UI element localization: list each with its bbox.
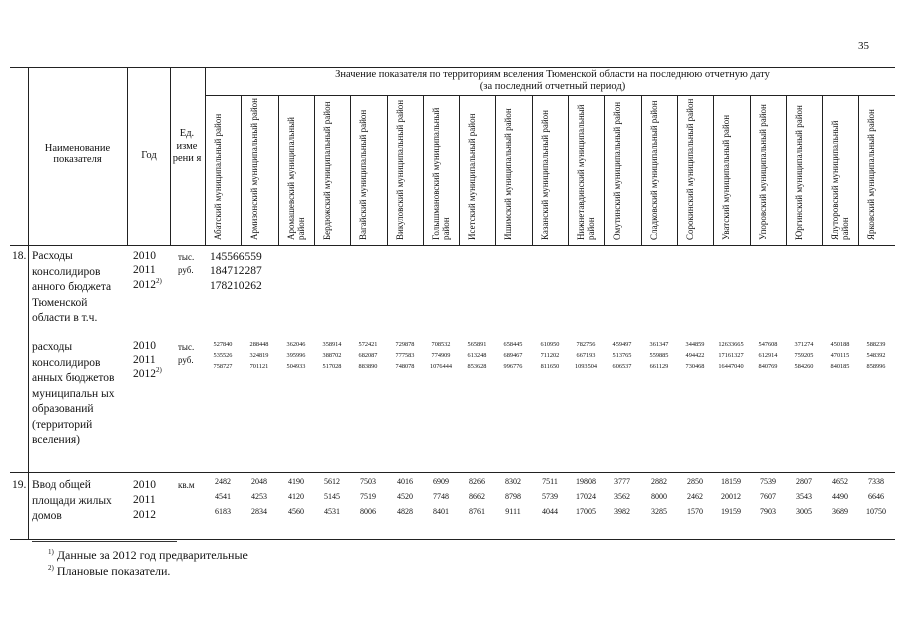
r18-cell: 535526: [213, 352, 233, 359]
row-18-total-2012: 178210262: [210, 280, 262, 292]
district-col-divider: [532, 95, 533, 245]
r19-cell: 4652: [832, 477, 848, 486]
row-18-label-part2: расходы консолидиров анных бюджетов муниципальн ых образований (территорий вселения): [32, 341, 115, 446]
row-18-year-2010: 2010: [133, 250, 156, 262]
district-col-divider: [278, 95, 279, 245]
r19-cell: 7748: [433, 492, 449, 501]
r18-cell: 708532: [431, 341, 451, 348]
r18-cell: 371274: [794, 341, 814, 348]
name-header: Наименование показателя: [44, 143, 111, 165]
r18-cell: 840769: [758, 363, 778, 370]
r18-cell: 572421: [358, 341, 378, 348]
row-19-year-2010: 2010: [133, 479, 156, 491]
r19-cell: 8798: [505, 492, 521, 501]
r18-cell: 840185: [830, 363, 850, 370]
row-18-label-part1: Расходы консолидиров анного бюджета Тюменской области в т.ч.: [32, 250, 112, 324]
r19-cell: 5145: [324, 492, 340, 501]
r19-cell: 4490: [832, 492, 848, 501]
header-bottom-border: [10, 245, 895, 246]
district-col-divider: [822, 95, 823, 245]
col-divider-name: [127, 67, 128, 245]
district-col-divider: [241, 95, 242, 245]
r18-cell: 774909: [431, 352, 451, 359]
r18-cell: 777583: [395, 352, 415, 359]
r18-cell: 504933: [286, 363, 306, 370]
r19-cell: 3005: [796, 507, 812, 516]
district-header: Викуловский муниципальный район: [395, 99, 405, 240]
r18-cell: 548392: [866, 352, 886, 359]
r18-cell: 729878: [395, 341, 415, 348]
r19-cell: 8401: [433, 507, 449, 516]
r19-cell: 6909: [433, 477, 449, 486]
r19-cell: 7519: [360, 492, 376, 501]
r18-cell: 527840: [213, 341, 233, 348]
r18-cell: 1093504: [574, 363, 598, 370]
district-header: Казанский муниципальный район: [540, 110, 550, 240]
district-header: Сладковский муниципальный район: [649, 100, 659, 240]
r19-cell: 3777: [614, 477, 630, 486]
district-col-divider: [568, 95, 569, 245]
r19-cell: 4190: [288, 477, 304, 486]
col-divider-num: [28, 67, 29, 540]
r19-cell: 6183: [215, 507, 231, 516]
r18-cell: 513765: [612, 352, 632, 359]
r19-cell: 2482: [215, 477, 231, 486]
r18-cell: 16447040: [718, 363, 744, 370]
r19-cell: 4531: [324, 507, 340, 516]
r19-cell: 1570: [687, 507, 703, 516]
r19-cell: 3285: [651, 507, 667, 516]
territories-subtitle: (за последний отчетный период): [479, 81, 626, 92]
r18-cell: 858996: [866, 363, 886, 370]
r18-cell: 584260: [794, 363, 814, 370]
r18-cell: 811650: [540, 363, 560, 370]
header-subrule: [205, 95, 895, 96]
r19-cell: 8006: [360, 507, 376, 516]
row-18-total-2011: 184712287: [210, 265, 262, 277]
r18-cell: 606537: [612, 363, 632, 370]
row-18-year-2012: 2012$^{2)}$: [133, 277, 162, 291]
r19-cell: 3562: [614, 492, 630, 501]
r18-cell: 559885: [649, 352, 669, 359]
r19-cell: 3543: [796, 492, 812, 501]
r18-cell: 613248: [467, 352, 487, 359]
row-18b-year-2011: 2011: [133, 354, 156, 366]
r19-cell: 4044: [542, 507, 558, 516]
r18-cell: 395996: [286, 352, 306, 359]
r18-cell: 883890: [358, 363, 378, 370]
r18-cell: 459497: [612, 341, 632, 348]
r19-cell: 7503: [360, 477, 376, 486]
r18-cell: 494422: [685, 352, 705, 359]
r18-cell: 658445: [503, 341, 523, 348]
r18-cell: 758727: [213, 363, 233, 370]
row-19-year-2012: 2012: [133, 509, 156, 521]
district-col-divider: [641, 95, 642, 245]
footnote-1: $^{1)}$ Данные за 2012 год предварительные: [48, 548, 248, 562]
district-header: Ярковский муниципальный район: [866, 109, 876, 240]
r18-cell: 853628: [467, 363, 487, 370]
r19-cell: 19808: [576, 477, 596, 486]
district-header: Ялуторовский муниципальный район: [830, 120, 850, 240]
r18-cell: 388702: [322, 352, 342, 359]
row-18-total-2010: 145566559: [210, 251, 262, 263]
r19-cell: 5612: [324, 477, 340, 486]
r19-cell: 17005: [576, 507, 596, 516]
r18-cell: 362046: [286, 341, 306, 348]
r18-cell: 661129: [649, 363, 669, 370]
r19-cell: 3982: [614, 507, 630, 516]
r19-cell: 5739: [542, 492, 558, 501]
r18-cell: 517028: [322, 363, 342, 370]
district-col-divider: [604, 95, 605, 245]
col-divider-year: [170, 67, 171, 245]
table-top-border: [10, 67, 895, 68]
district-header: Исетский муниципальный район: [467, 113, 477, 240]
r18-cell: 782756: [576, 341, 596, 348]
row-18-year-2011: 2011: [133, 264, 156, 276]
r19-cell: 2834: [251, 507, 267, 516]
r18-cell: 730468: [685, 363, 705, 370]
district-header: Нижнетавдинский муниципальный район: [576, 104, 596, 240]
r19-cell: 8302: [505, 477, 521, 486]
r19-cell: 8761: [469, 507, 485, 516]
district-header: Сорокинский муниципальный район: [685, 98, 695, 240]
row-18-unit: тыс. руб.: [178, 252, 195, 275]
r18-cell: 759205: [794, 352, 814, 359]
row-separator: [10, 472, 895, 473]
r18-cell: 565891: [467, 341, 487, 348]
footnote-2: $^{2)}$ Плановые показатели.: [48, 564, 171, 578]
district-col-divider: [858, 95, 859, 245]
unit-header: Ед. изме рени я: [172, 128, 202, 164]
r19-cell: 7511: [542, 477, 558, 486]
r18-cell: 450188: [830, 341, 850, 348]
r19-cell: 10750: [866, 507, 886, 516]
r19-cell: 19159: [721, 507, 741, 516]
district-header: Омутинский муниципальный район: [612, 101, 622, 240]
r19-cell: 8000: [651, 492, 667, 501]
r19-cell: 2048: [251, 477, 267, 486]
territories-title: Значение показателя по территориям вселения Тюменской области на последнюю отчетную дату: [335, 69, 770, 80]
r18-cell: 711202: [540, 352, 560, 359]
col-divider-unit: [205, 67, 206, 245]
row-19-label: Ввод общей площади жилых домов: [32, 479, 112, 522]
r18-cell: 470115: [830, 352, 850, 359]
r19-cell: 8662: [469, 492, 485, 501]
r18-cell: 682087: [358, 352, 378, 359]
district-col-divider: [387, 95, 388, 245]
r19-cell: 20012: [721, 492, 741, 501]
r18-cell: 701121: [249, 363, 269, 370]
row-19-number: 19.: [12, 479, 27, 491]
r19-cell: 4560: [288, 507, 304, 516]
row-19-year-2011: 2011: [133, 494, 156, 506]
district-col-divider: [314, 95, 315, 245]
r19-cell: 4016: [397, 477, 413, 486]
r18-cell: 358914: [322, 341, 342, 348]
r18-cell: 689467: [503, 352, 523, 359]
footnote-rule: [32, 541, 177, 542]
r19-cell: 7903: [760, 507, 776, 516]
district-col-divider: [713, 95, 714, 245]
r19-cell: 8266: [469, 477, 485, 486]
r19-cell: 7607: [760, 492, 776, 501]
r18-cell: 1076444: [429, 363, 453, 370]
district-col-divider: [350, 95, 351, 245]
r19-cell: 4520: [397, 492, 413, 501]
r18-cell: 288448: [249, 341, 269, 348]
district-header: Голышмановский муниципальный район: [431, 107, 451, 240]
r19-cell: 9111: [505, 507, 521, 516]
r19-cell: 2850: [687, 477, 703, 486]
district-col-divider: [459, 95, 460, 245]
r19-cell: 2882: [651, 477, 667, 486]
district-header: Аромашевский муниципальный район: [286, 117, 306, 240]
district-header: Ишимский муниципальный район: [503, 108, 513, 240]
r18-cell: 344859: [685, 341, 705, 348]
district-col-divider: [677, 95, 678, 245]
r19-cell: 4541: [215, 492, 231, 501]
r19-cell: 18159: [721, 477, 741, 486]
district-header: Абатский муниципальный район: [213, 113, 223, 240]
r19-cell: 4828: [397, 507, 413, 516]
district-col-divider: [423, 95, 424, 245]
row-19-unit: кв.м: [178, 480, 195, 490]
r18-cell: 996776: [503, 363, 523, 370]
row-18b-unit: тыс. руб.: [178, 342, 195, 365]
r18-cell: 748078: [395, 363, 415, 370]
row-18-number: 18.: [12, 250, 27, 262]
r19-cell: 4253: [251, 492, 267, 501]
r18-cell: 12633665: [718, 341, 744, 348]
district-header: Упоровский муниципальный район: [758, 104, 768, 240]
district-header: Бердюжский муниципальный район: [322, 101, 332, 240]
r18-cell: 361347: [649, 341, 669, 348]
district-header: Уватский муниципальный район: [721, 114, 731, 240]
district-header: Армизонский муниципальный район: [249, 98, 259, 240]
district-col-divider: [786, 95, 787, 245]
r19-cell: 2462: [687, 492, 703, 501]
r19-cell: 7338: [868, 477, 884, 486]
year-header: Год: [141, 150, 157, 161]
r19-cell: 2807: [796, 477, 812, 486]
r18-cell: 324819: [249, 352, 269, 359]
r18-cell: 612914: [758, 352, 778, 359]
r18-cell: 588239: [866, 341, 886, 348]
row-18b-year-2012: 2012$^{2)}$: [133, 366, 162, 380]
r18-cell: 667193: [576, 352, 596, 359]
r19-cell: 4120: [288, 492, 304, 501]
r19-cell: 7539: [760, 477, 776, 486]
r18-cell: 17161327: [718, 352, 744, 359]
row-18b-year-2010: 2010: [133, 340, 156, 352]
page-number: 35: [858, 40, 869, 52]
district-col-divider: [495, 95, 496, 245]
district-header: Юргинский муниципальный район: [794, 105, 804, 240]
r18-cell: 547608: [758, 341, 778, 348]
district-col-divider: [750, 95, 751, 245]
table-bottom-border: [10, 539, 895, 540]
r18-cell: 610950: [540, 341, 560, 348]
district-header: Вагайский муниципальный район: [358, 109, 368, 240]
r19-cell: 3689: [832, 507, 848, 516]
r19-cell: 17024: [576, 492, 596, 501]
r19-cell: 6646: [868, 492, 884, 501]
